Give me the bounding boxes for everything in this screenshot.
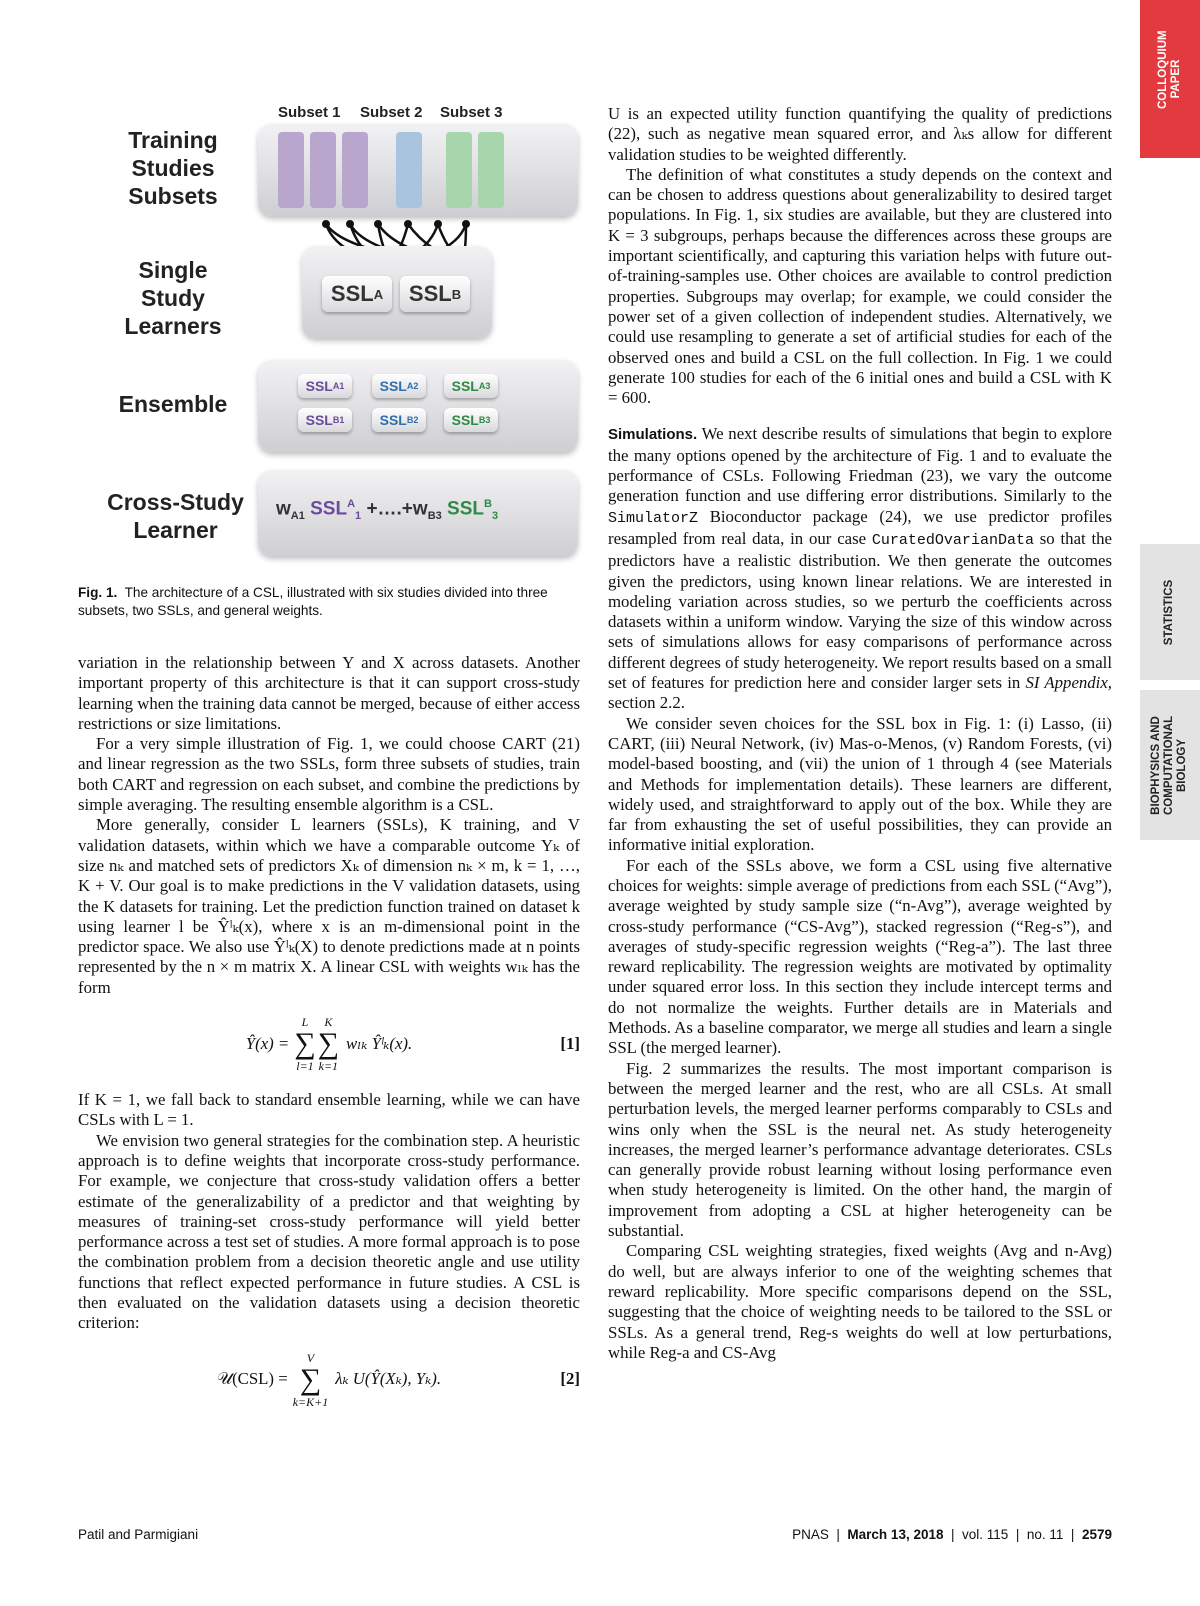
study-bar-3 — [342, 132, 368, 208]
study-bar-2 — [310, 132, 336, 208]
simulations-heading: Simulations. — [608, 426, 698, 444]
chip-b2-base: SSL — [379, 412, 407, 428]
footer-sep-4: | — [1070, 1527, 1075, 1542]
csl-mid: +….+ — [366, 498, 413, 520]
eq1-lhs: Ŷ(x) = — [245, 1033, 290, 1053]
right-paragraph-6: Fig. 2 summarizes the results. The most important comparison is between the merged learner and the rest, who are all CSLs. At small perturbation levels, the merged learner performs comparably to CSLs and wins only when the SSL is the neural net. As study heterogeneity increases, the merged learner’s performance advantage deteriorates. CSLs can generally provide robust learning without losing performance even when study heterogeneity is limited. On the other hand, the margin of improvement from adopting a CSL at higher heterogeneity can be substantial. — [608, 1058, 1112, 1241]
chip-b2-sub: 2 — [413, 415, 419, 425]
ssl-a-sup: A — [373, 286, 384, 302]
sim-si-appendix: SI Appendix — [1025, 673, 1108, 693]
equation-1 — [78, 998, 580, 1090]
simulations-paragraph — [608, 424, 1112, 713]
eq1-sum-k-top: K — [324, 1015, 333, 1030]
eq1-sum-l-sigma: ∑ — [294, 1027, 316, 1061]
subset-1-label: Subset 1 — [278, 104, 341, 121]
label-ensemble: Ensemble — [118, 391, 228, 417]
eq2-sum-sigma: ∑ — [299, 1362, 322, 1396]
footer-date: March 13, 2018 — [847, 1527, 944, 1542]
equation-2 — [78, 1334, 580, 1426]
csl-formula — [276, 498, 498, 522]
footer-citation — [792, 1527, 1112, 1542]
eq2-sum — [293, 1351, 329, 1409]
ssl-b-sup: B — [451, 286, 462, 302]
ensemble-chip-b2 — [372, 408, 426, 432]
csl-w1-sub: A1 — [290, 510, 305, 523]
csl-t2-sup: B — [484, 498, 492, 510]
chip-a2-sup: A — [406, 381, 414, 391]
training-panel — [258, 124, 578, 216]
label-training: Training Studies Subsets — [128, 127, 218, 209]
caption-label: Fig. 1. — [78, 585, 118, 600]
sim-text-b: Bioconductor package (24), we use predictor profiles resampled from real data, in our case — [608, 506, 1113, 548]
eq2-sum-bot: k=K+1 — [292, 1394, 329, 1409]
subset-2-label: Subset 2 — [360, 104, 423, 121]
left-paragraph-1: variation in the relationship between Y and X across datasets. Another important property of this architecture is that it can support cross-study learning when the training data cannot be merged, because of either access restrictions or size limitations. — [78, 653, 580, 733]
eq1-sum-k-sigma: ∑ — [317, 1027, 340, 1061]
ensemble-chip-a1 — [298, 374, 352, 398]
statistics-tab — [1140, 544, 1200, 680]
left-paragraph-3: More generally, consider L learners (SSLs), K training, and V validation datasets, within which we have a comparable outcome Yₖ of size nₖ and matched sets of predictors Xₖ of dimension nₖ × m, k = 1, …, K + V. Our goal is to make predictions in the V validation datasets, using the K datasets for training. Let the prediction function trained on dataset k using learner l be Ŷˡₖ(x), where x is an m-dimensional point in the predictor space. We also use Ŷˡₖ(X) to denote predictions made at n points represented by the n × m matrix X. A linear CSL with weights wₗₖ has the form — [78, 815, 580, 997]
csl-w2: w — [412, 498, 428, 520]
chip-b3-base: SSL — [451, 412, 479, 428]
ensemble-chip-b1 — [298, 408, 352, 432]
csl-t1-sup: A — [347, 498, 356, 510]
chip-a1-sub: 1 — [339, 381, 345, 391]
footer-page: 2579 — [1081, 1527, 1112, 1542]
csl-t2: SSL — [447, 498, 484, 520]
footer-sep-2: | — [951, 1527, 955, 1542]
csl-w1: w — [276, 498, 291, 520]
study-bar-1 — [278, 132, 304, 208]
chip-b3-sub: 3 — [485, 415, 491, 425]
right-paragraph-2: The definition of what constitutes a study depends on the context and can be chosen to address questions about generalizability to desired target populations. In Fig. 1, six studies are available, but they are clustered into K = 3 subgroups, perhaps because the differences across these groups are important scientifically, and capturing this variation helps with future out-of-training-samples use. Other choices are available to control prediction properties. Subgroups may overlap; for example, we could consider the power set of a given collection of independent studies. Alternatively, we could use resampling to generate a set of artificial studies for each of the observed ones and build a CSL on the full collection. In Fig. 1 we could generate 100 studies for each of the 6 initial ones and build a CSL with K = 600. — [608, 164, 1112, 408]
csl-panel — [258, 470, 578, 556]
footer-no: no. 11 — [1026, 1527, 1064, 1542]
eq2-rhs: λₖ U(Ŷ(Xₖ), Yₖ). — [335, 1369, 442, 1389]
right-paragraph-7: Comparing CSL weighting strategies, fixed weights (Avg and n-Avg) do well, but are always inferior to one of the weighting schemes that reward replicability. More specific comparisons depend on the SSL, suggesting that the choice of weighting needs to be tailored to the SSL or SSLs. As a general trend, Reg-s weights do well at low perturbations, while Reg-a and CS-Avg — [608, 1241, 1112, 1362]
left-paragraph-2: For a very simple illustration of Fig. 1, we could choose CART (21) and linear regression as the two SSLs, form three subsets of studies, train both CART and regression on each subset, and combine the predictions by simple averaging. The resulting ensemble algorithm is a CSL. — [78, 734, 580, 815]
chip-b2-sup: B — [406, 415, 414, 425]
sim-text-d: , section 2.2. — [608, 673, 1112, 713]
eq1-number: [1] — [560, 1033, 580, 1053]
ssl-b-chip — [400, 276, 470, 312]
eq1-sum-k-bot: k=1 — [318, 1059, 339, 1074]
ensemble-chip-a2 — [372, 374, 426, 398]
sim-text-c: so that the predictors have a realistic distribution. We then generate the outcomes given the predictors, using known linear relations. We are interested in modeling variation across studies, so we perturb the coefficients across datasets within a uniform window. Varying the size of this window across sets of simulations allows for easy comparisons of performance across different degrees of study heterogeneity. We report results based on a small set of features for prediction here and consider larger sets in — [608, 528, 1113, 693]
ssl-b-text: SSL — [408, 281, 452, 306]
ensemble-chip-a3 — [444, 374, 498, 398]
chip-b1-sub: 1 — [339, 415, 345, 425]
caption-text: The architecture of a CSL, illustrated with six studies divided into three subsets, two SSLs, and general weights. — [78, 585, 548, 618]
eq2-number: [2] — [560, 1369, 580, 1389]
footer-authors: Patil and Parmigiani — [78, 1527, 199, 1542]
figure-caption — [78, 584, 580, 620]
chip-a2-base: SSL — [379, 378, 407, 394]
footer-sep-1: | — [836, 1527, 840, 1542]
csl-w2-sub: B3 — [427, 510, 442, 523]
chip-b3-sup: B — [478, 415, 486, 425]
sim-code-curatedovarian: CuratedOvarianData — [871, 531, 1034, 549]
eq1-sum-l-top: L — [301, 1015, 309, 1030]
sim-text-a: We next describe results of simulations that begin to explore the many options opened by the architecture of Fig. 1 and to evaluate the performance of CSLs. Following Friedman (23), we vary the outcome generation function and use differing error distributions. Similarly to the — [608, 424, 1112, 506]
chip-a1-base: SSL — [305, 378, 333, 394]
footer-vol: vol. 115 — [962, 1527, 1009, 1542]
right-paragraph-1: U is an expected utility function quantifying the quality of predictions (22), such as negative mean squared error, and λₖs allow for different validation studies to be weighted differently. — [608, 104, 1112, 164]
study-bar-4 — [396, 132, 422, 208]
chip-a2-sub: 2 — [413, 381, 419, 391]
right-column — [608, 104, 1112, 1363]
study-bar-5 — [446, 132, 472, 208]
figure-1 — [78, 96, 583, 556]
label-single: Single Study Learners — [124, 257, 222, 339]
footer-sep-3: | — [1015, 1527, 1020, 1542]
sim-code-simulatorz: SimulatorZ — [608, 509, 699, 527]
right-paragraph-5: For each of the SSLs above, we form a CSL using five alternative choices for weights: simple average of predictions from each SSL (“Avg”), average weighted by study sample size (“n-Avg”), average weighted by cross-study performance (“CS-Avg”), stacked regression (“Reg-s”), and averages of study-specific regression weights (“Reg-a”). The last three reward replicability. The regression weights are motivated by optimality under squared error loss. In this section they include intercept terms and do not normalize the weights. Further details are in Materials and Methods. As a baseline comparator, we merge all studies and learn a single SSL (the merged learner). — [608, 855, 1112, 1058]
label-csl: Cross-Study Learner — [107, 489, 244, 543]
eq2-lhs: 𝒰(CSL) = — [216, 1369, 288, 1389]
ensemble-chip-b3 — [444, 408, 498, 432]
colloquium-tab — [1140, 0, 1200, 158]
subset-3-label: Subset 3 — [440, 104, 503, 121]
study-bar-6 — [478, 132, 504, 208]
right-paragraph-4: We consider seven choices for the SSL box in Fig. 1: (i) Lasso, (ii) CART, (iii) Neural Network, (iv) Mas-o-Menos, (v) Random Forests, (vi) model-based boosting, and (vii) the union of 1 through 4 (see Materials and Methods for implementation details). These learners are different, widely used, and straightforward to apply out of the box. While they are far from exhausting the set of useful possibilities, they can provide an informative initial exploration. — [608, 713, 1112, 855]
biophysics-tab-label: BIOPHYSICS AND COMPUTATIONAL BIOLOGY — [1150, 715, 1189, 815]
ssl-a-text: SSL — [330, 281, 374, 306]
chip-b1-base: SSL — [305, 412, 333, 428]
chip-a3-sup: A — [478, 381, 486, 391]
eq1-rhs: wₗₖ Ŷˡₖ(x). — [346, 1033, 413, 1053]
left-paragraph-5: We envision two general strategies for the combination step. A heuristic approach is to define weights that incorporate cross-study performance. For example, we conjecture that cross-study validation offers a better estimate of the generalizability of a predictor and that weighting by measures of training-set cross-study performance will yield better performance across a test set of studies. A more formal approach is to pose the combination problem from a decision theoretic angle and use utility functions that reflect expected performance in future studies. A CSL is then evaluated on the validation datasets using a decision theoretic criterion: — [78, 1130, 580, 1333]
chip-a1-sup: A — [332, 381, 340, 391]
left-paragraph-4: If K = 1, we fall back to standard ensemble learning, while we can have CSLs with L = 1. — [78, 1090, 580, 1130]
ensemble-panel — [258, 360, 578, 452]
biophysics-tab — [1140, 690, 1200, 840]
ssl-panel — [302, 246, 492, 338]
csl-t2-sub: 3 — [491, 510, 499, 523]
chip-a3-sub: 3 — [485, 381, 491, 391]
colloquium-tab-label: COLLOQUIUM PAPER — [1157, 30, 1182, 109]
eq1-sum-l — [294, 1015, 315, 1073]
csl-t1-sub: 1 — [355, 510, 362, 523]
footer-journal: PNAS — [792, 1527, 829, 1542]
statistics-tab-label: STATISTICS — [1163, 579, 1176, 645]
ssl-a-chip — [322, 276, 392, 312]
left-column — [78, 653, 580, 1426]
eq2-sum-top: V — [306, 1350, 315, 1365]
csl-t1: SSL — [310, 498, 348, 520]
eq1-sum-l-bot: l=1 — [296, 1059, 314, 1074]
eq1-sum-k — [318, 1015, 339, 1073]
page-footer — [78, 1527, 1112, 1542]
chip-b1-sup: B — [332, 415, 340, 425]
chip-a3-base: SSL — [451, 378, 479, 394]
